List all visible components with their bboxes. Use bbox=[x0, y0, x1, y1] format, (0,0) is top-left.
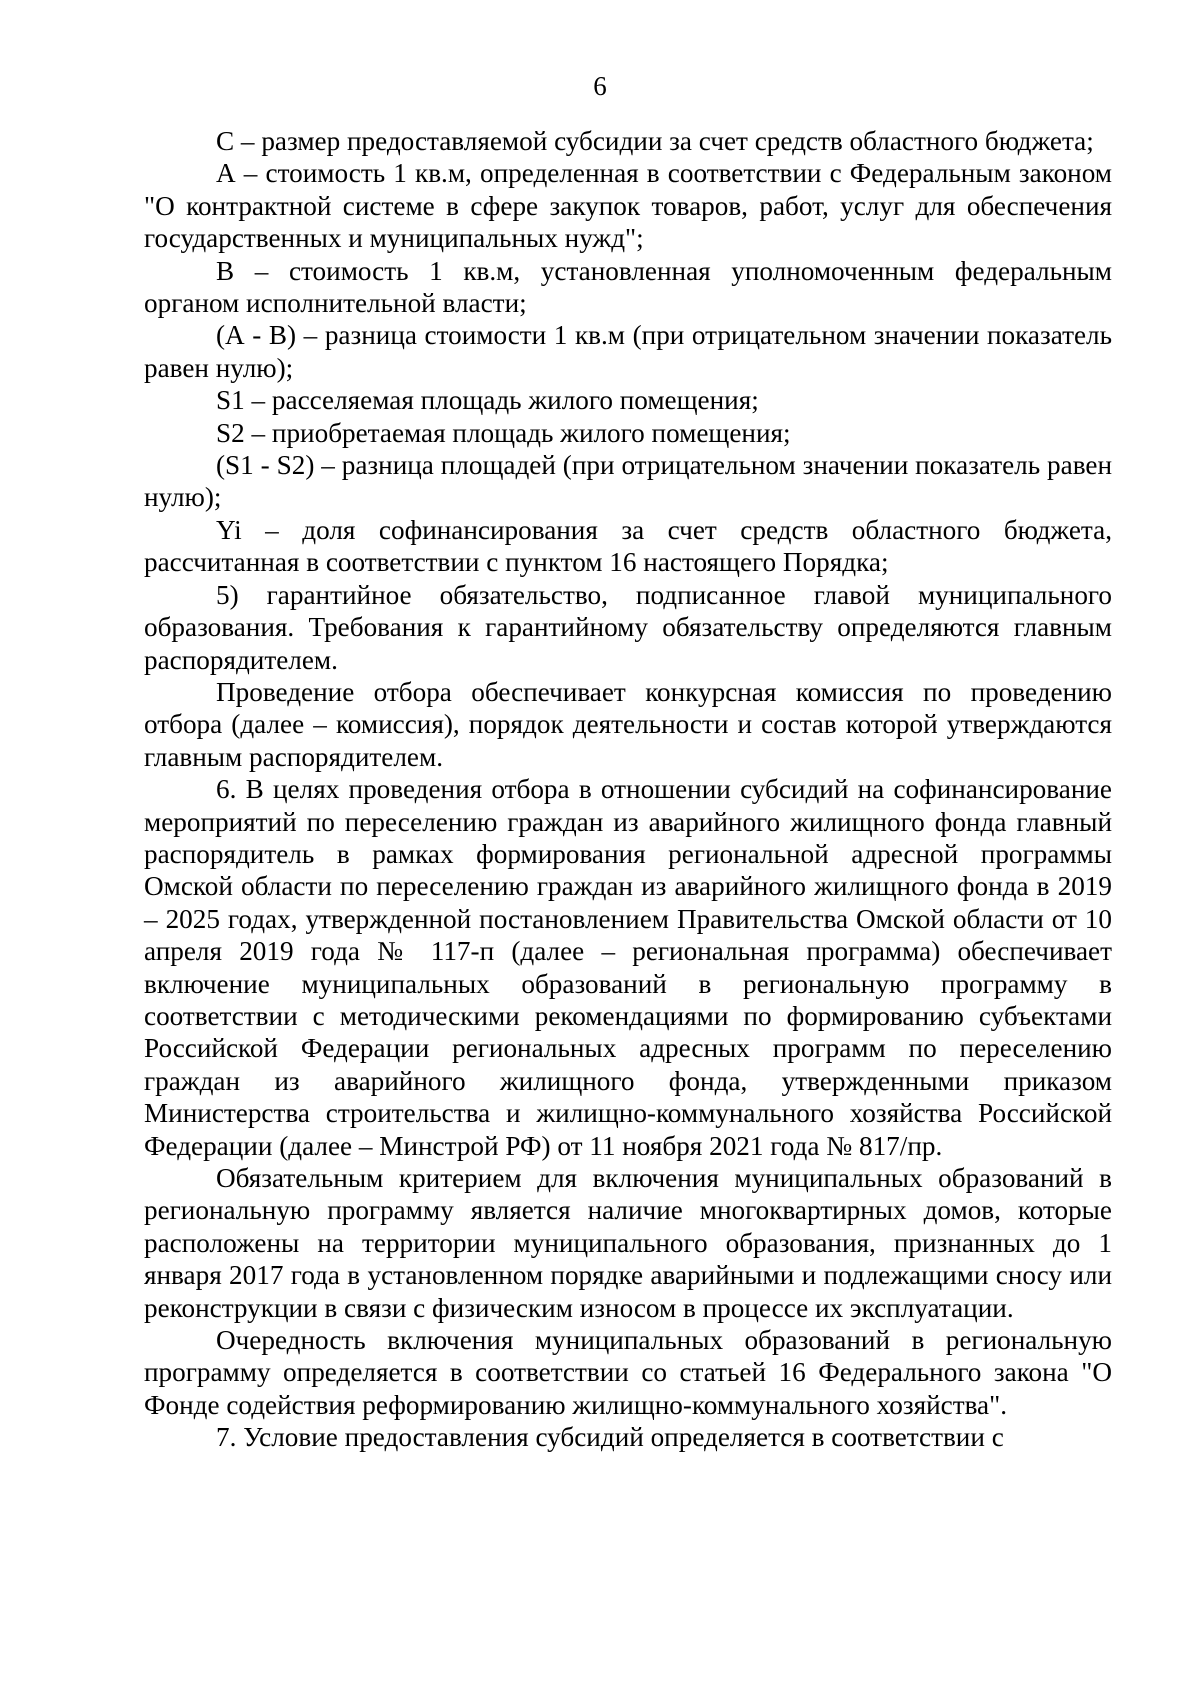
paragraph-item-7: 7. Условие предоставления субсидий определяется в соответствии с bbox=[216, 1422, 1004, 1453]
page-number: 6 bbox=[593, 71, 607, 101]
paragraph-commission: Проведение отбора обеспечивает конкурсная комиссия по проведению отбора (далее – комиссия), порядок деятельности и состав которой утверждаются главным распорядителем. bbox=[144, 676, 1112, 772]
paragraph-item-5: 5) гарантийное обязательство, подписанное главой муниципального образования. Требования к гарантийному обязательству определяются главным распорядителем. bbox=[144, 579, 1112, 675]
paragraph-s1-definition: S1 – расселяемая площадь жилого помещения; bbox=[216, 385, 759, 416]
paragraph-inclusion-order: Очередность включения муниципальных образований в региональную программу определяется в соответствии со статьей 16 Федерального закона "О Фонде содействия реформированию жилищно-коммунального хозяйства". bbox=[144, 1325, 1112, 1420]
paragraph-item-6: 6. В целях проведения отбора в отношении субсидий на софинансирование мероприятий по переселению граждан из аварийного жилищного фонда главный распорядитель в рамках формирования региональной адресной программы Омской области по переселению граждан из аварийного жилищного фонда в 2019 – 2025 годах, утвержденной постановлением Правительства Омской области от 10 апреля 2019 года № 117-п (далее – региональная программа) обеспечивает включение муниципальных образований в региональную программу в соответствии с методическими рекомендациями по формированию субъектами Российской Федерации региональных адресных программ по переселению граждан из аварийного жилищного фонда, утвержденными приказом Министерства строительства и жилищно-коммунального хозяйства Российской Федерации (далее – Минстрой РФ) от 11 ноября 2021 года № 817/пр. bbox=[144, 774, 1112, 1161]
document-body bbox=[144, 125, 1112, 1454]
paragraph-mandatory-criterion: Обязательным критерием для включения муниципальных образований в региональную программу является наличие многоквартирных домов, которые расположены на территории муниципального образования, признанных до 1 января 2017 года в установленном порядке аварийными и подлежащими сносу или реконструкции в связи с физическим износом в процессе их эксплуатации. bbox=[144, 1163, 1112, 1323]
paragraph-a-minus-b-definition: (А - В) – разница стоимости 1 кв.м (при отрицательном значении показатель равен нулю); bbox=[144, 320, 1112, 383]
paragraph-c-definition: С – размер предоставляемой субсидии за счет средств областного бюджета; bbox=[216, 126, 1094, 156]
paragraph-b-definition: В – стоимость 1 кв.м, установленная уполномоченным федеральным органом исполнительной власти; bbox=[144, 255, 1112, 319]
paragraph-a-definition: А – стоимость 1 кв.м, определенная в соответствии с Федеральным законом "О контрактной системе в сфере закупок товаров, работ, услуг для обеспечения государственных и муниципальных нужд"; bbox=[144, 158, 1112, 254]
paragraph-s2-definition: S2 – приобретаемая площадь жилого помещения; bbox=[216, 417, 791, 448]
paragraph-yi-definition: Yi – доля софинансирования за счет средств областного бюджета, рассчитанная в соответствии с пунктом 16 настоящего Порядка; bbox=[144, 514, 1112, 578]
paragraph-s1-minus-s2-definition: (S1 - S2) – разница площадей (при отрицательном значении показатель равен нулю); bbox=[144, 450, 1112, 513]
